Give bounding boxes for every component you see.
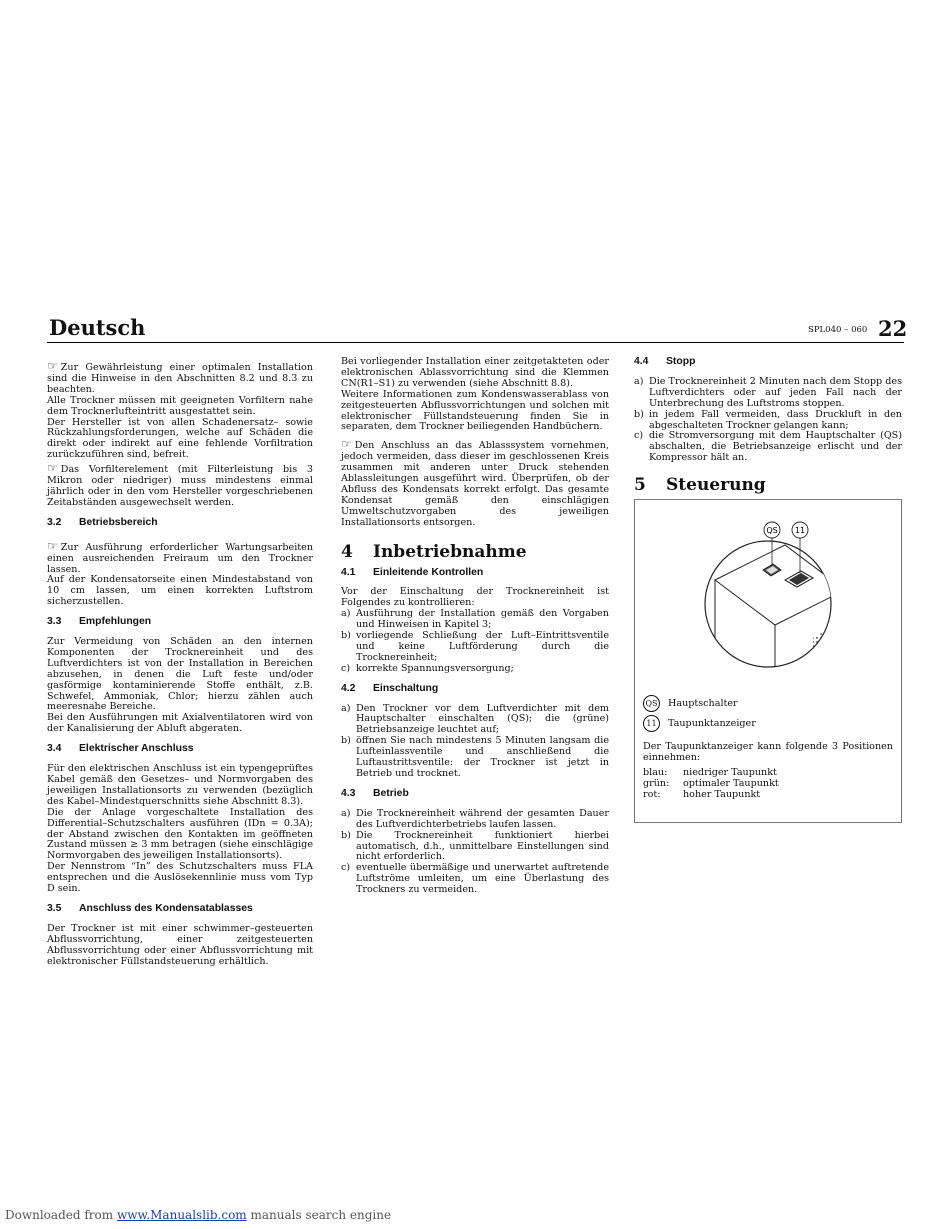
paragraph: Für den elektrischen Anschluss ist ein typengeprüftes Kabel gemäß den Gesetzes– und Normvorgaben des jeweiligen Installationsorts zu verwenden (bezüglich des Kabel–Mindestquerschnitts siehe Abschnitt 8.3). <box>47 763 313 807</box>
paragraph: ☞ Zur Ausführung erforderlicher Wartungsarbeiten einen ausreichenden Freiraum um den Trockner lassen. <box>47 538 313 575</box>
manualslib-link[interactable]: www.Manualslib.com <box>116 1208 247 1222</box>
column-middle <box>341 357 609 896</box>
paragraph: ☞ Zur Gewährleistung einer optimalen Installation sind die Hinweise in den Abschnitten 8.2 und 8.3 zu beachten. <box>47 359 313 395</box>
check-list <box>341 609 609 674</box>
list-item: a) Die Trocknereinheit während der gesamten Dauer des Luftverdichterbetriebs laufen lassen. <box>341 807 609 830</box>
paragraph: Der Nennstrom “In” des Schutzschalters muss FLA entsprechen und die Auslösekennlinie muss vom Typ D sein. <box>47 861 313 895</box>
svg-text:11: 11 <box>794 526 806 536</box>
chapter-heading: 5 Steuerung <box>634 475 766 496</box>
section-heading: 3.4 Elektrischer Anschluss <box>47 743 194 755</box>
svg-text:QS: QS <box>766 526 778 536</box>
section-heading: 4.2 Einschaltung <box>341 682 439 694</box>
control-panel-figure <box>634 499 902 823</box>
paragraph: Der Hersteller ist von allen Schadenersatz– sowie Rückzahlungsforderungen, welche auf Schäden die direkt oder indirekt auf eine fehlende Vorfiltration zurückzuführen sind, befreit. <box>47 416 313 461</box>
page-language-title: Deutsch <box>49 315 146 340</box>
section-heading: 3.2 Betriebsbereich <box>47 516 158 528</box>
paragraph: Alle Trockner müssen mit geeigneten Vorfiltern nahe dem Trocknerlufteintritt ausgestattet sein. <box>47 394 313 417</box>
pointing-hand-icon: ☞ <box>341 437 352 452</box>
section-heading: 3.3 Empfehlungen <box>47 616 152 628</box>
pointing-hand-icon: ☞ <box>47 359 58 373</box>
legend-item: 11 Taupunktanzeiger <box>643 715 756 732</box>
stop-list <box>634 377 902 464</box>
section-heading: 3.5 Anschluss des Kondensatablasses <box>47 902 253 914</box>
paragraph: Der Trockner ist mit einer schwimmer–gesteuerten Abflussvorrichtung, einer zeitgesteuerten Abflussvorrichtung oder einer Abflussvorrichtung mit elektronischer Füllstandsteuerung erhältlich. <box>47 922 313 967</box>
list-item: b) in jedem Fall vermeiden, dass Druckluft in den abgeschalteten Trockner gelangen kann; <box>634 408 902 431</box>
section-heading: 4.1 Einleitende Kontrollen <box>341 566 484 578</box>
startup-list <box>341 704 609 780</box>
paragraph: Bei vorliegender Installation einer zeitgetakteten oder elektronischen Ablassvorrichtung sind die Klemmen CN(R1–S1) zu verwenden (siehe Abschnitt 8.8). <box>341 356 609 389</box>
paragraph: Auf der Kondensatorseite einen Mindestabstand von 10 cm lassen, um einen korrekten Luftstrom sicherzustellen. <box>47 574 313 608</box>
position-row: rot: hoher Taupunkt <box>643 788 761 800</box>
section-heading: 4.3 Betrieb <box>341 787 409 799</box>
chapter-heading: 4 Inbetriebnahme <box>341 541 527 562</box>
model-code: SPL040 – 060 <box>808 325 868 335</box>
list-item: c) korrekte Spannungsversorgung; <box>341 662 514 674</box>
paragraph: ☞ Den Anschluss an das Ablasssystem vornehmen, jedoch vermeiden, dass dieser im geschlossenen Kreis zusammen mit anderen unter Druck stehenden Ablassleitungen ausgeführt wird. Überprüfen, ob der Abfluss des Kondensats korrekt erfolgt. Das gesamte Kondensat gemäß den einschlägigen Umweltschutzvorgaben des jeweiligen Installationsorts entsorgen. <box>341 437 609 528</box>
column-right <box>634 357 902 823</box>
list-item: a) Ausführung der Installation gemäß den Vorgaben und Hinweisen in Kapitel 3; <box>341 608 609 631</box>
pointing-hand-icon: ☞ <box>47 461 58 476</box>
list-item: a) Den Trockner vor dem Luftverdichter mit dem Hauptschalter einschalten (QS); die (grüne) Betriebsanzeige leuchtet auf; <box>341 702 609 736</box>
paragraph: Vor der Einschaltung der Trocknereinheit ist Folgendes zu kontrollieren: <box>341 586 609 609</box>
legend-item: QS Hauptschalter <box>643 695 738 712</box>
paragraph: Die der Anlage vorgeschaltete Installation des Differential–Schutzschalters ausführen (IDn = 0.3A); der Abstand zwischen den Kontakten im geöffneten Zustand müssen ≥ 3 mm betragen (siehe einschlägige Normvorgaben des jeweiligen Installationsorts). <box>47 806 313 862</box>
position-row: grün: optimaler Taupunkt <box>643 777 779 789</box>
list-item: a) Die Trocknereinheit 2 Minuten nach dem Stopp des Luftverdichters oder auf jeden Fall nach der Unterbrechung des Luftstroms stoppen. <box>634 375 902 409</box>
indicator-description: Der Taupunktanzeiger kann folgende 3 Positionen einnehmen: blau: niedriger Taupunkt grün: optimaler Taupunkt rot: hoher Taupunkt <box>643 741 893 800</box>
list-item: b) öffnen Sie nach mindestens 5 Minuten langsam die Lufteinlassventile und anschließend die Luftaustrittsventile: der Trockner ist jetzt in Betrieb und trocknet. <box>341 735 609 779</box>
download-footer: Downloaded from www.Manualslib.com manuals search engine <box>5 1208 392 1222</box>
paragraph: Zur Vermeidung von Schäden an den internen Komponenten der Trocknereinheit und des Luftverdichters ist von der Installation in Bereichen abzusehen, in denen die Luft feste und/oder gasförmige kontaminierende Stoffe enthält, z.B. Schwefel, Ammoniak, Chlor; hierzu zählen auch meeresnahe Bereiche. <box>47 636 313 713</box>
paragraph: Weitere Informationen zum Kondenswasserablass von zeitgesteuerten Abflussvorrichtungen und solchen mit elektronischer Füllstandsteuerung finden Sie in separaten, dem Trockner beiliegenden Handbüchern. <box>341 388 609 433</box>
paragraph: Bei den Ausführungen mit Axialventilatoren wird von der Kanalisierung der Abluft abgeraten. <box>47 712 313 735</box>
paragraph: ☞ Das Vorfilterelement (mit Filterleistung bis 3 Mikron oder niedriger) muss mindestens einmal jährlich oder in den vom Hersteller vorgeschriebenen Zeitabständen ausgewechselt werden. <box>47 461 313 508</box>
section-heading: 4.4 Stopp <box>634 356 696 367</box>
position-row: blau: niedriger Taupunkt <box>643 766 777 778</box>
list-item: c) eventuelle übermäßige und unerwartet auftretende Luftströme umleiten, um eine Überlastung des Trockners zu vermeiden. <box>341 862 609 896</box>
dryer-control-illustration <box>635 500 901 690</box>
list-item: b) Die Trocknereinheit funktioniert hierbei automatisch, d.h., unmittelbare Einstellungen sind nicht erforderlich. <box>341 829 609 863</box>
page-number: 22 <box>878 316 908 341</box>
list-item: b) vorliegende Schließung der Luft–Eintrittsventile und keine Luftförderung durch die Trocknereinheit; <box>341 630 609 663</box>
column-left <box>47 361 313 968</box>
pointing-hand-icon: ☞ <box>47 538 58 553</box>
list-item: c) die Stromversorgung mit dem Hauptschalter (QS) abschalten, die Betriebsanzeige erlischt und der Kompressor hält an. <box>634 430 902 464</box>
operation-list <box>341 809 609 896</box>
header-rule <box>47 342 904 343</box>
